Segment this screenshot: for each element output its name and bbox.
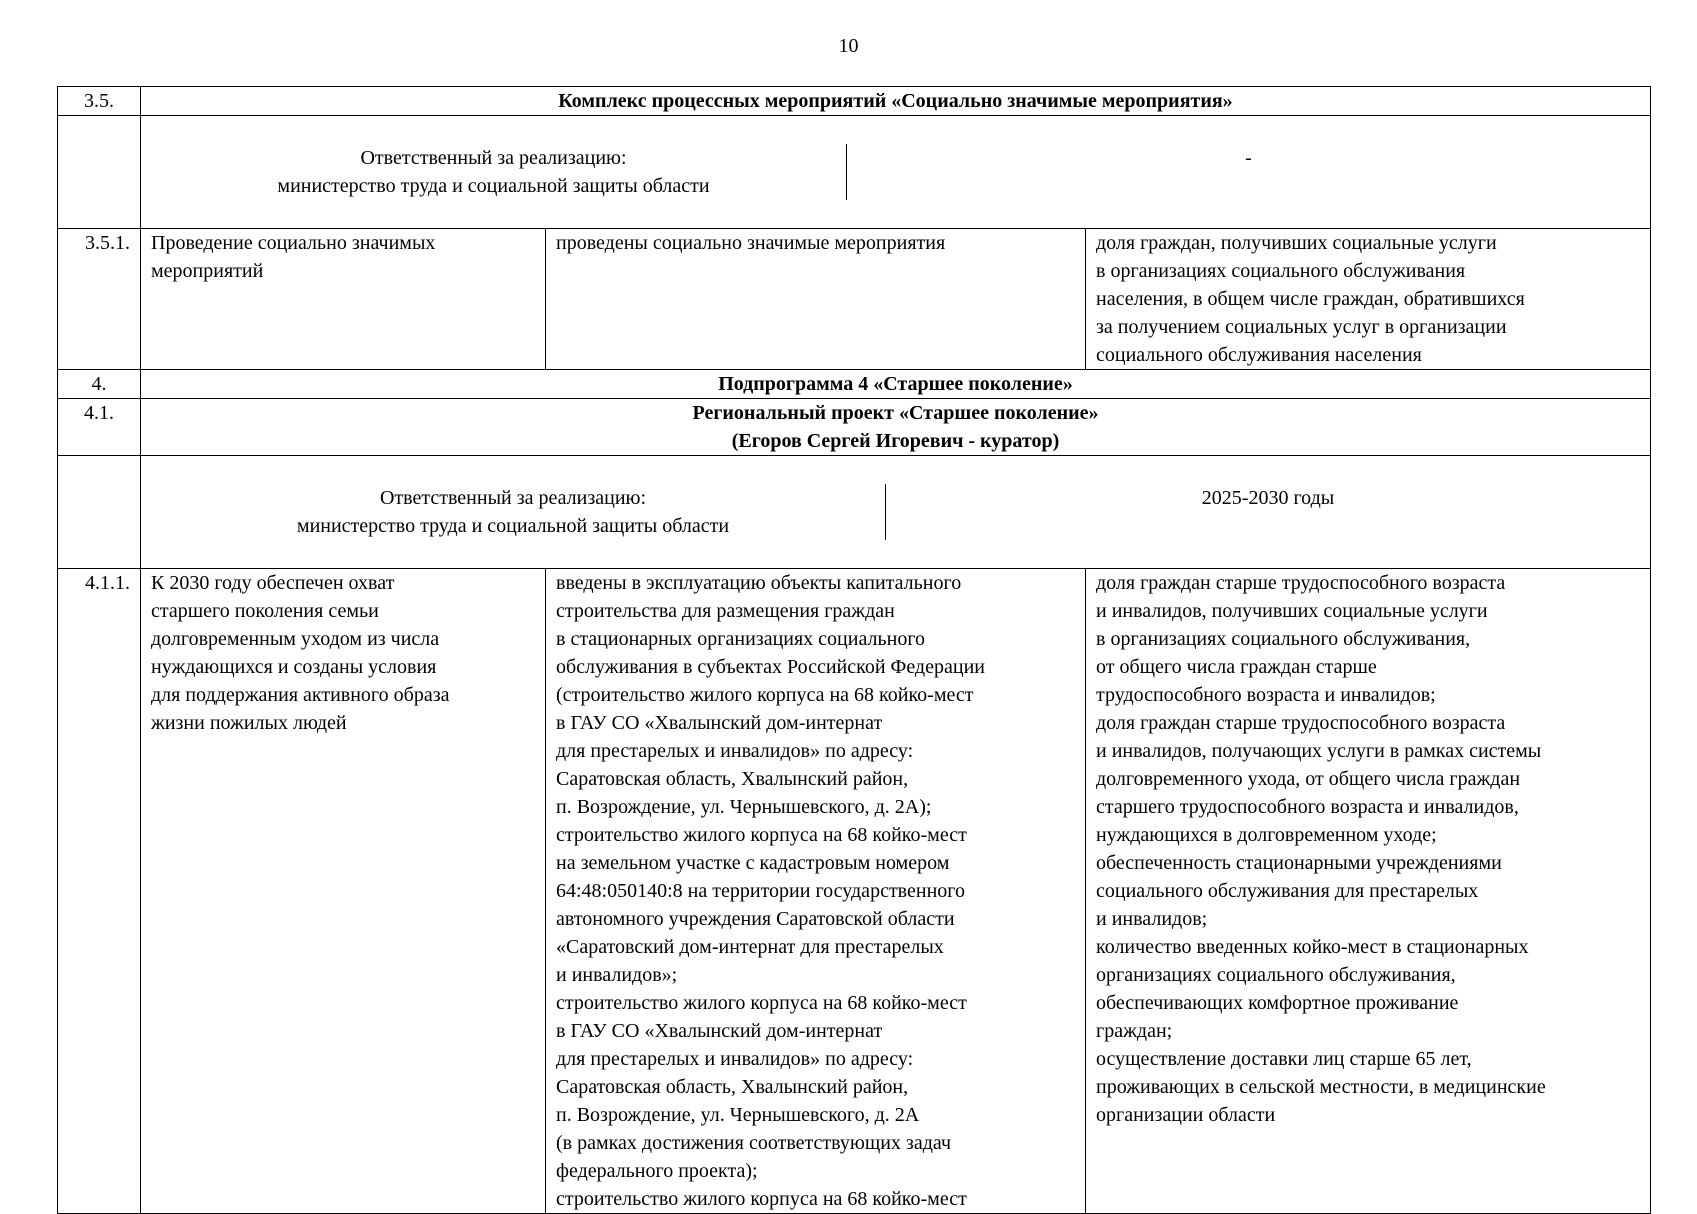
row-number: 3.5.1. — [58, 229, 141, 370]
table-row — [58, 399, 1651, 456]
task-cell: К 2030 году обеспечен охват старшего поколения семьи долговременным уходом из числа нуждающихся и созданы условия для поддержания активного образа жизни пожилых людей — [141, 569, 546, 1214]
table-row — [58, 229, 1651, 370]
project-title: Региональный проект «Старшее поколение» (Егоров Сергей Игоревич - куратор) — [141, 399, 1651, 456]
responsible-cell — [141, 456, 1651, 569]
indicator-cell: доля граждан старше трудоспособного возраста и инвалидов, получивших социальные услуги в организациях социального обслуживания, от общего числа граждан старше трудоспособного возраста и инвалидов; доля граждан старше трудоспособного возраста и инвалидов, получающих услуги в рамках системы долговременного ухода, от общего числа граждан старшего трудоспособного возраста и инвалидов, нуждающихся в долговременном уходе; обеспеченность стационарными учреждениями социального обслуживания для престарелых и инвалидов; количество введенных койко-мест в стационарных организациях социального обслуживания, обеспечивающих комфортное проживание граждан; осуществление доставки лиц старше 65 лет, проживающих в сельской местности, в медицинские организации области — [1086, 569, 1651, 1214]
task-cell: Проведение социально значимых мероприятий — [141, 229, 546, 370]
page-number: 10 — [838, 35, 859, 57]
row-number: 4. — [58, 370, 141, 399]
section-title: Комплекс процессных мероприятий «Социально значимые мероприятия» — [141, 87, 1651, 116]
period-text: - — [1245, 147, 1252, 169]
document-table — [57, 86, 1651, 1214]
row-number: 4.1. — [58, 399, 141, 456]
responsible-text: Ответственный за реализацию: министерство труда и социальной защиты области — [141, 484, 886, 540]
table-row — [58, 116, 1651, 229]
subprogram-title: Подпрограмма 4 «Старшее поколение» — [141, 370, 1651, 399]
period-text: 2025-2030 годы — [1201, 487, 1335, 509]
empty-cell — [58, 116, 141, 229]
table-row — [58, 456, 1651, 569]
result-cell: введены в эксплуатацию объекты капитального строительства для размещения граждан в стационарных организациях социального обслуживания в субъектах Российской Федерации (строительство жилого корпуса на 68 койко-мест в ГАУ СО «Хвалынский дом-интернат для престарелых и инвалидов» по адресу: Саратовская область, Хвалынский район, п. Возрождение, ул. Чернышевского, д. 2А); строительство жилого корпуса на 68 койко-мест на земельном участке с кадастровым номером 64:48:050140:8 на территории государственного автономного учреждения Саратовской области «Саратовский дом-интернат для престарелых и инвалидов»; строительство жилого корпуса на 68 койко-мест в ГАУ СО «Хвалынский дом-интернат для престарелых и инвалидов» по адресу: Саратовская область, Хвалынский район, п. Возрождение, ул. Чернышевского, д. 2А (в рамках достижения соответствующих задач федерального проекта); строительство жилого корпуса на 68 койко-мест — [546, 569, 1086, 1214]
responsible-text: Ответственный за реализацию: министерство труда и социальной защиты области — [141, 144, 847, 200]
empty-cell — [58, 456, 141, 569]
table-row — [58, 87, 1651, 116]
row-number: 3.5. — [58, 87, 141, 116]
table-row — [58, 569, 1651, 1214]
row-number: 4.1.1. — [58, 569, 141, 1214]
responsible-cell — [141, 116, 1651, 229]
table-row — [58, 370, 1651, 399]
result-cell: проведены социально значимые мероприятия — [546, 229, 1086, 370]
indicator-cell: доля граждан, получивших социальные услуги в организациях социального обслуживания населения, в общем числе граждан, обратившихся за получением социальных услуг в организации социального обслуживания населения — [1086, 229, 1651, 370]
